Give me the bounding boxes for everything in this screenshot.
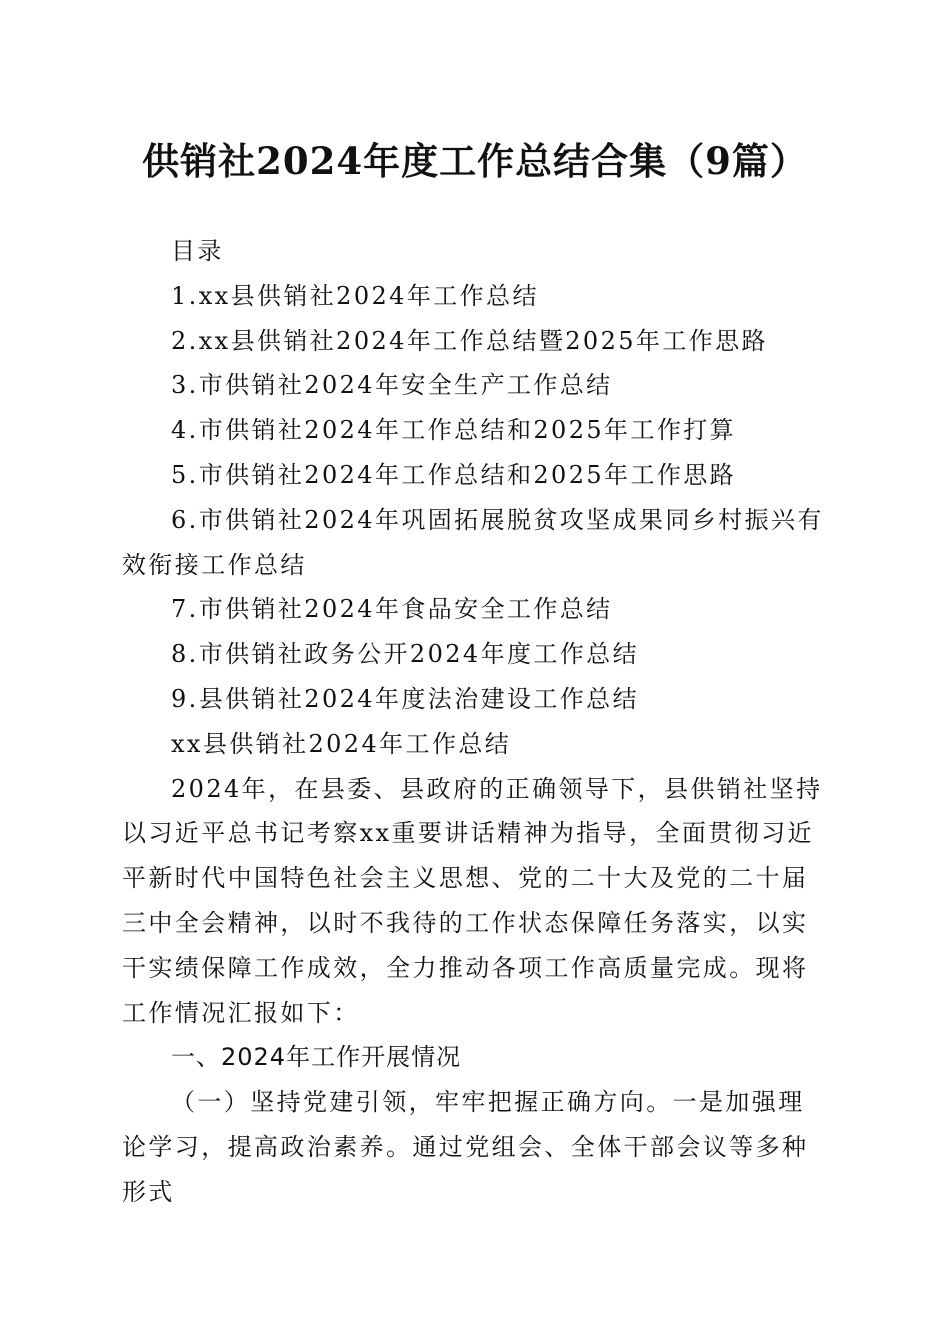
document-body: [122, 229, 828, 1215]
intro-paragraph: 2024年，在县委、县政府的正确领导下，县供销社坚持以习近平总书记考察xx重要讲话精神为指导，全面贯彻习近平新时代中国特色社会主义思想、党的二十大及党的二十届三中全会精神，以时不我待的工作状态保障任务落实，以实干实绩保障工作成效，全力推动各项工作高质量完成。现将工作情况汇报如下：: [122, 774, 823, 1027]
toc-heading: 目录: [171, 237, 224, 265]
article-title: xx县供销社2024年工作总结: [171, 729, 512, 758]
subsection-paragraph: （一）坚持党建引领，牢牢把握正确方向。一是加强理论学习，提高政治素养。通过党组会、全体干部会议等多种形式: [122, 1088, 809, 1206]
toc-item: 8.市供销社政务公开2024年度工作总结: [171, 640, 639, 669]
toc-item: 9.县供销社2024年度法治建设工作总结: [171, 684, 639, 713]
toc-item: 2.xx县供销社2024年工作总结暨2025年工作思路: [171, 326, 768, 355]
toc-item: 1.xx县供销社2024年工作总结: [171, 281, 539, 310]
toc-item: 4.市供销社2024年工作总结和2025年工作打算: [171, 416, 737, 445]
document-title: 供销社2024年度工作总结合集（9篇）: [142, 139, 808, 183]
toc-item: 7.市供销社2024年食品安全工作总结: [171, 595, 613, 624]
toc-item: 5.市供销社2024年工作总结和2025年工作思路: [171, 460, 737, 489]
toc-item: 3.市供销社2024年安全生产工作总结: [171, 371, 613, 400]
section-heading: 一、2024年工作开展情况: [171, 1043, 462, 1072]
toc-item: 6.市供销社2024年巩固拓展脱贫攻坚成果同乡村振兴有效衔接工作总结: [122, 505, 824, 579]
